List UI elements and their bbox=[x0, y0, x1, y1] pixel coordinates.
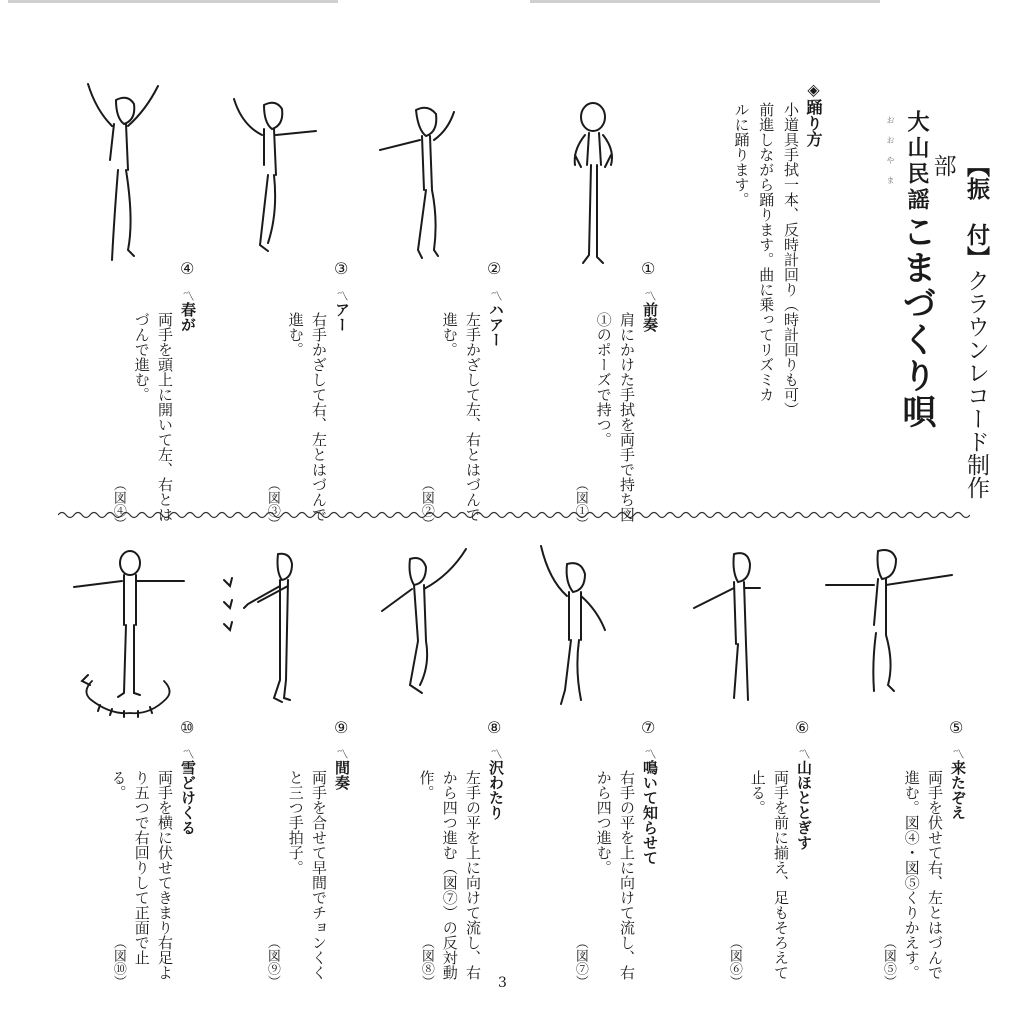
step-4-ref: （図④） bbox=[110, 478, 126, 530]
step-2-desc: 左手かざして左、右とはづんで進む。 bbox=[440, 312, 482, 522]
figure-number-5: ⑤ bbox=[949, 718, 964, 737]
dance-figure-9 bbox=[218, 550, 318, 720]
step-3-name: 〽 アー bbox=[330, 290, 352, 332]
step-2-name: 〽 ハアー bbox=[484, 290, 506, 347]
step-9 bbox=[262, 748, 352, 988]
odori-kata-section bbox=[715, 80, 825, 440]
figure-number-2: ② bbox=[487, 259, 502, 278]
step-6 bbox=[724, 748, 814, 988]
step-4-desc: 両手を頭上に開いて左、右とはづんで進む。 bbox=[132, 312, 174, 522]
step-7 bbox=[570, 748, 660, 988]
dance-figure-6 bbox=[690, 548, 800, 718]
step-6-desc: 両手を前に揃え、足もそろえて止る。 bbox=[748, 770, 790, 980]
title-ruby: おおやま bbox=[886, 116, 895, 196]
step-5-ref: （図⑤） bbox=[880, 936, 896, 988]
step-1 bbox=[570, 290, 660, 530]
step-1-ref: （図①） bbox=[572, 478, 588, 530]
dance-figure-8 bbox=[380, 545, 490, 715]
odori-kata-heading: ◈踊り方 bbox=[804, 80, 823, 147]
title-song: こまづくり唄 bbox=[896, 214, 936, 430]
dance-figure-3 bbox=[228, 95, 328, 265]
step-8-desc: 左手の平を上に向けて流し、右から四つ進む（図⑦）の反対動作。 bbox=[417, 770, 482, 980]
step-2 bbox=[416, 290, 506, 530]
step-2-ref: （図②） bbox=[418, 478, 434, 530]
step-5-name: 〽 来たぞえ bbox=[946, 748, 968, 820]
figure-number-7: ⑦ bbox=[641, 718, 656, 737]
step-5 bbox=[878, 748, 968, 988]
credit-value: クラウンレコード制作部 bbox=[929, 154, 989, 499]
step-10-desc: 両手を横に伏せてきまり右足より五つで右回りして正面で止る。 bbox=[109, 770, 174, 980]
step-10-ref: （図⑩） bbox=[110, 936, 126, 988]
step-3-desc: 右手かざして右、左とはづんで進む。 bbox=[286, 312, 328, 522]
figure-number-1: ① bbox=[641, 259, 656, 278]
step-4-name: 〽 春が bbox=[176, 290, 198, 332]
dance-figure-7 bbox=[535, 540, 635, 720]
step-5-desc: 両手を伏せて右、左とはづんで進む。図④・図⑤くりかえす。 bbox=[902, 770, 944, 980]
figure-number-6: ⑥ bbox=[795, 718, 810, 737]
step-7-desc: 右手の平を上に向けて流し、右から四つ進む。 bbox=[594, 770, 636, 980]
step-10-name: 〽 雪どけくる bbox=[176, 748, 198, 835]
top-edge-line-left bbox=[8, 0, 338, 3]
title-block bbox=[842, 110, 992, 510]
dance-figure-1 bbox=[545, 95, 635, 275]
step-4 bbox=[108, 290, 198, 530]
step-9-desc: 両手を合せて早間でチョンくくと三つ手拍子。 bbox=[286, 770, 328, 980]
odori-kata-body: 小道具手拭一本、反時計回り（時計回りも可）前進しながら踊ります。曲に乗ってリズミカルに踊ります。 bbox=[732, 102, 800, 410]
title-place: 大山民謡 bbox=[904, 110, 929, 214]
step-1-desc: 肩にかけた手拭を両手で持ち図①のポーズで持つ。 bbox=[594, 312, 636, 522]
step-7-ref: （図⑦） bbox=[572, 936, 588, 988]
dance-figure-4 bbox=[78, 80, 178, 270]
step-9-ref: （図⑨） bbox=[264, 936, 280, 988]
page-number: 3 bbox=[498, 975, 507, 991]
step-1-name: 〽 前奏 bbox=[638, 290, 660, 332]
step-3 bbox=[262, 290, 352, 530]
step-10 bbox=[108, 748, 198, 988]
dance-figure-2 bbox=[378, 100, 488, 270]
top-edge-line-right bbox=[530, 0, 880, 3]
figure-number-10: ⑩ bbox=[180, 718, 195, 737]
step-6-name: 〽 山ほととぎす bbox=[792, 748, 814, 850]
step-8-ref: （図⑧） bbox=[418, 936, 434, 988]
step-9-name: 〽 間奏 bbox=[330, 748, 352, 790]
step-8 bbox=[416, 748, 506, 988]
figure-number-4: ④ bbox=[180, 259, 195, 278]
dance-figure-5 bbox=[822, 545, 962, 705]
choreography-credit bbox=[925, 154, 992, 510]
figure-number-3: ③ bbox=[334, 259, 349, 278]
dance-figure-10 bbox=[70, 545, 190, 725]
step-6-ref: （図⑥） bbox=[726, 936, 742, 988]
credit-label: 【振 付】 bbox=[963, 154, 989, 269]
step-7-name: 〽 鳴いて知らせて bbox=[638, 748, 660, 865]
figure-number-9: ⑨ bbox=[334, 718, 349, 737]
figure-number-8: ⑧ bbox=[487, 718, 502, 737]
step-3-ref: （図③） bbox=[264, 478, 280, 530]
step-8-name: 〽 沢わたり bbox=[484, 748, 506, 820]
